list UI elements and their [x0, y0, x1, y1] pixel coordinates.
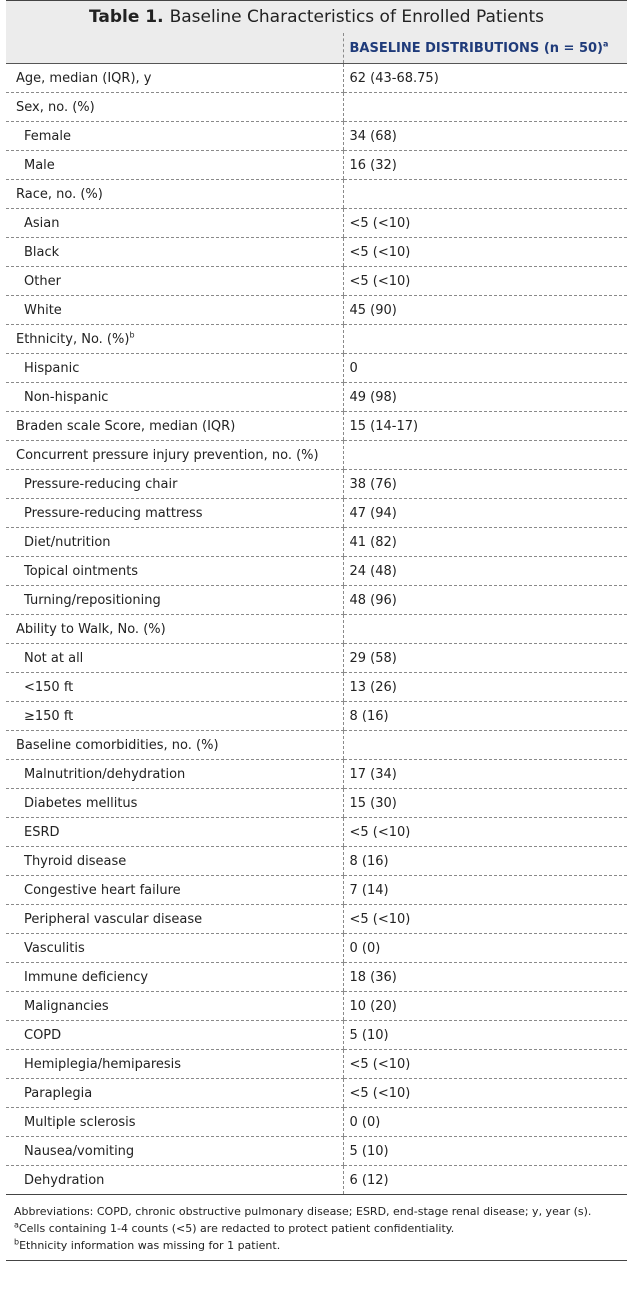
row-label-cell [6, 1050, 343, 1079]
table-row [6, 383, 627, 412]
row-value-cell [343, 557, 627, 586]
row-value: 41 (82) [349, 534, 397, 550]
row-value-cell [343, 963, 627, 992]
table-row [6, 1050, 627, 1079]
row-label: Immune deficiency [24, 969, 149, 985]
row-value-cell [343, 934, 627, 963]
row-label-cell [6, 296, 343, 325]
row-value-cell [343, 644, 627, 673]
table-row [6, 557, 627, 586]
row-value-cell [343, 1108, 627, 1137]
table-row [6, 296, 627, 325]
table-row [6, 122, 627, 151]
table-row [6, 586, 627, 615]
row-value-cell [343, 905, 627, 934]
row-label: Female [24, 128, 72, 144]
row-value: 10 (20) [349, 998, 397, 1014]
row-value-cell [343, 992, 627, 1021]
row-value-cell [343, 1137, 627, 1166]
row-label: Malignancies [24, 998, 109, 1014]
table-row [6, 354, 627, 383]
header-footnote-marker: a [603, 39, 609, 49]
table-footnotes [6, 1203, 627, 1261]
row-value: 38 (76) [349, 476, 397, 492]
row-value: 15 (30) [349, 795, 397, 811]
row-label-cell [6, 64, 343, 93]
row-value: 13 (26) [349, 679, 397, 695]
footnote-text: Cells containing 1-4 counts (<5) are redacted to protect patient confidentiality. [18, 1222, 455, 1235]
row-value-cell [343, 818, 627, 847]
row-value-cell [343, 325, 627, 354]
table-title [6, 0, 627, 33]
row-label-cell [6, 818, 343, 847]
baseline-table [6, 33, 627, 1195]
row-value-cell [343, 615, 627, 644]
table-row [6, 963, 627, 992]
row-label-cell [6, 383, 343, 412]
row-value-cell [343, 180, 627, 209]
row-value: 5 (10) [349, 1027, 389, 1043]
row-label-cell [6, 1021, 343, 1050]
row-value: 8 (16) [349, 708, 389, 724]
row-value-cell [343, 151, 627, 180]
row-label-cell [6, 412, 343, 441]
row-value: <5 (<10) [349, 215, 411, 231]
row-value-cell [343, 499, 627, 528]
row-value-cell [343, 760, 627, 789]
row-value-cell [343, 1166, 627, 1195]
table-row [6, 702, 627, 731]
row-label-cell [6, 644, 343, 673]
row-value-cell [343, 93, 627, 122]
row-label: Concurrent pressure injury prevention, no. (%) [16, 447, 319, 463]
table-row [6, 789, 627, 818]
row-label-cell [6, 557, 343, 586]
row-value: <5 (<10) [349, 911, 411, 927]
footnote [14, 1220, 627, 1237]
row-label-cell [6, 992, 343, 1021]
row-label-cell [6, 876, 343, 905]
table-row [6, 905, 627, 934]
table-row [6, 441, 627, 470]
table-row [6, 992, 627, 1021]
table-row [6, 1079, 627, 1108]
row-value: <5 (<10) [349, 1085, 411, 1101]
row-label: Hemiplegia/hemiparesis [24, 1056, 182, 1072]
row-value-cell [343, 1050, 627, 1079]
row-value-cell [343, 1021, 627, 1050]
row-label: Nausea/vomiting [24, 1143, 135, 1159]
row-value: 0 (0) [349, 940, 381, 956]
row-value-cell [343, 122, 627, 151]
row-label-cell [6, 702, 343, 731]
table-row [6, 238, 627, 267]
row-value: <5 (<10) [349, 273, 411, 289]
row-label: Pressure-reducing mattress [24, 505, 203, 521]
row-value-cell [343, 354, 627, 383]
row-value: <5 (<10) [349, 244, 411, 260]
row-value: 17 (34) [349, 766, 397, 782]
table-row [6, 325, 627, 354]
row-label: Multiple sclerosis [24, 1114, 136, 1130]
table-row [6, 615, 627, 644]
table-row [6, 1166, 627, 1195]
row-label-cell [6, 673, 343, 702]
table-row [6, 760, 627, 789]
row-label: <150 ft [24, 679, 74, 695]
table-row [6, 499, 627, 528]
table-caption: Baseline Characteristics of Enrolled Patients [169, 7, 545, 27]
table-header-row [6, 33, 627, 64]
row-label-cell [6, 789, 343, 818]
row-label-cell [6, 122, 343, 151]
row-value: 6 (12) [349, 1172, 389, 1188]
row-value: 48 (96) [349, 592, 397, 608]
row-value: 8 (16) [349, 853, 389, 869]
row-value: 24 (48) [349, 563, 397, 579]
row-label: Paraplegia [24, 1085, 93, 1101]
row-label-cell [6, 238, 343, 267]
row-label: Sex, no. (%) [16, 99, 95, 115]
row-label: Congestive heart failure [24, 882, 181, 898]
table-row [6, 412, 627, 441]
row-label: Hispanic [24, 360, 80, 376]
row-value-cell [343, 383, 627, 412]
row-label: Non-hispanic [24, 389, 109, 405]
row-label: Ability to Walk, No. (%) [16, 621, 166, 637]
table-row [6, 151, 627, 180]
row-value-cell [343, 586, 627, 615]
row-label: Diabetes mellitus [24, 795, 138, 811]
row-value: 34 (68) [349, 128, 397, 144]
row-footnote-marker: b [129, 330, 135, 340]
row-label: Thyroid disease [24, 853, 127, 869]
row-value: 62 (43-68.75) [349, 70, 439, 86]
row-label-cell [6, 615, 343, 644]
row-label-cell [6, 528, 343, 557]
table-row [6, 1108, 627, 1137]
row-value: 49 (98) [349, 389, 397, 405]
table-row [6, 470, 627, 499]
row-label-cell [6, 180, 343, 209]
row-label: Pressure-reducing chair [24, 476, 178, 492]
row-value-cell [343, 789, 627, 818]
row-label: Diet/nutrition [24, 534, 111, 550]
row-value: <5 (<10) [349, 824, 411, 840]
footnote-text: Abbreviations: COPD, chronic obstructive pulmonary disease; ESRD, end-stage renal disease; y, year (s). [14, 1205, 592, 1218]
row-label: ESRD [24, 824, 60, 840]
row-value: 5 (10) [349, 1143, 389, 1159]
row-label-cell [6, 151, 343, 180]
row-label: Black [24, 244, 60, 260]
row-value-cell [343, 470, 627, 499]
row-value-cell [343, 1079, 627, 1108]
row-label: Malnutrition/dehydration [24, 766, 186, 782]
header-cell-label [6, 33, 343, 64]
table-row [6, 1021, 627, 1050]
table-row [6, 209, 627, 238]
table-row [6, 528, 627, 557]
row-label-cell [6, 209, 343, 238]
row-label-cell [6, 267, 343, 296]
row-label-cell [6, 1079, 343, 1108]
footnote [14, 1237, 627, 1254]
row-label-cell [6, 499, 343, 528]
row-value-cell [343, 209, 627, 238]
table-row [6, 267, 627, 296]
table-row [6, 847, 627, 876]
row-label: Turning/repositioning [24, 592, 161, 608]
row-value-cell [343, 876, 627, 905]
row-label: White [24, 302, 62, 318]
footnote-marker: b [14, 1237, 20, 1247]
row-value-cell [343, 731, 627, 760]
row-value-cell [343, 296, 627, 325]
row-label-cell [6, 441, 343, 470]
table-row [6, 731, 627, 760]
row-value-cell [343, 441, 627, 470]
row-label: ≥150 ft [24, 708, 74, 724]
row-value: <5 (<10) [349, 1056, 411, 1072]
row-label-cell [6, 93, 343, 122]
row-label: COPD [24, 1027, 62, 1043]
row-value: 29 (58) [349, 650, 397, 666]
row-label-cell [6, 963, 343, 992]
row-label: Not at all [24, 650, 84, 666]
table-number: Table 1. [88, 7, 164, 27]
row-label-cell [6, 847, 343, 876]
row-label-cell [6, 1137, 343, 1166]
table-row [6, 1137, 627, 1166]
row-label-cell [6, 1166, 343, 1195]
row-label: Peripheral vascular disease [24, 911, 203, 927]
row-label-cell [6, 325, 343, 354]
table-body [6, 64, 627, 1195]
table-row [6, 818, 627, 847]
row-label-cell [6, 905, 343, 934]
row-label: Other [24, 273, 61, 289]
row-label-cell [6, 760, 343, 789]
row-value: 18 (36) [349, 969, 397, 985]
table-row [6, 934, 627, 963]
row-value: 15 (14-17) [349, 418, 419, 434]
table-figure [6, 0, 627, 1261]
row-value-cell [343, 64, 627, 93]
row-label: Asian [24, 215, 60, 231]
row-value: 16 (32) [349, 157, 397, 173]
row-value: 0 (0) [349, 1114, 381, 1130]
row-label: Age, median (IQR), y [16, 70, 152, 86]
row-value: 47 (94) [349, 505, 397, 521]
row-label-cell [6, 354, 343, 383]
row-value-cell [343, 702, 627, 731]
row-value-cell [343, 847, 627, 876]
row-label: Race, no. (%) [16, 186, 103, 202]
footnote-marker: a [14, 1220, 19, 1230]
header-distribution-text: BASELINE DISTRIBUTIONS (n = 50) [349, 40, 603, 56]
row-label-cell [6, 586, 343, 615]
row-value-cell [343, 238, 627, 267]
row-label-cell [6, 731, 343, 760]
header-cell-distribution [343, 33, 627, 64]
table-row [6, 673, 627, 702]
footnote [14, 1203, 627, 1220]
row-value-cell [343, 528, 627, 557]
row-label-cell [6, 934, 343, 963]
row-value: 7 (14) [349, 882, 389, 898]
table-row [6, 93, 627, 122]
table-row [6, 180, 627, 209]
footnote-text: Ethnicity information was missing for 1 patient. [19, 1239, 281, 1252]
row-value: 0 [349, 360, 358, 376]
row-value: 45 (90) [349, 302, 397, 318]
row-value-cell [343, 673, 627, 702]
row-label: Ethnicity, No. (%) [16, 331, 130, 347]
row-label: Vasculitis [24, 940, 85, 956]
row-value-cell [343, 267, 627, 296]
table-row [6, 644, 627, 673]
row-label-cell [6, 1108, 343, 1137]
row-label: Dehydration [24, 1172, 105, 1188]
table-row [6, 876, 627, 905]
row-label: Braden scale Score, median (IQR) [16, 418, 236, 434]
row-label-cell [6, 470, 343, 499]
table-row [6, 64, 627, 93]
row-label: Male [24, 157, 55, 173]
row-value-cell [343, 412, 627, 441]
row-label: Topical ointments [24, 563, 139, 579]
row-label: Baseline comorbidities, no. (%) [16, 737, 219, 753]
